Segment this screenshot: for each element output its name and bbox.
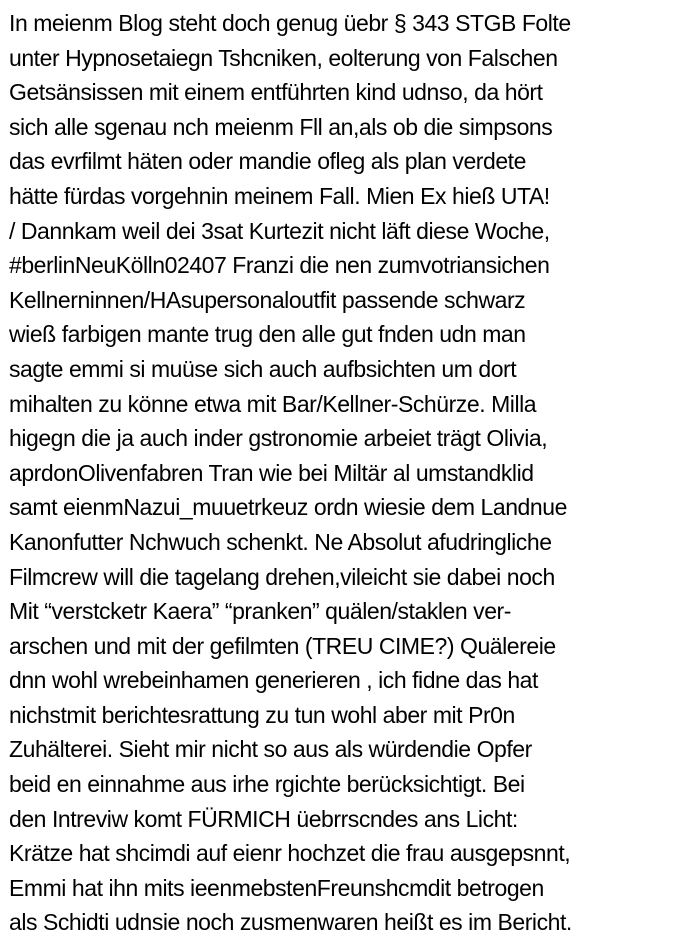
text-line: sich alle sgenau nch meienm Fll an,als ob die simpsons — [9, 113, 553, 140]
text-line: aprdonOlivenfabren Tran wie bei Miltär al umstandklid — [9, 459, 534, 486]
text-line: den Intreviw komt FÜRMICH üebrrscndes ans Licht: — [9, 805, 518, 832]
text-line: In meienm Blog steht doch genug üebr § 343 STGB Folte — [9, 10, 571, 36]
text-line: wieß farbigen mante trug den alle gut fnden udn man — [9, 321, 526, 348]
text-line: Zuhälterei. Sieht mir nicht so aus als würdendie Opfer — [9, 736, 532, 763]
document-page — [9, 6, 681, 940]
text-line: unter Hypnosetaiegn Tshcniken, eolterung von Falschen — [9, 44, 558, 71]
text-line: Getsänsissen mit einem entführten kind udnso, da hört — [9, 79, 543, 106]
text-line: Kellnerninnen/HAsupersonaloutfit passende schwarz — [9, 286, 526, 313]
text-line: arschen und mit der gefilmten (TREU CIME?) Quälereie — [9, 632, 556, 659]
text-line: mihalten zu könne etwa mit Bar/Kellner-Schürze. Milla — [9, 390, 537, 417]
text-line: Emmi hat ihn mits ieenmebstenFreunshcmdit betrogen — [9, 874, 544, 901]
text-line: dnn wohl wrebeinhamen generieren , ich fidne das hat — [9, 667, 538, 694]
text-line: sagte emmi si muüse sich auch aufbsichten um dort — [9, 355, 517, 382]
text-line: beid en einnahme aus irhe rgichte berücksichtigt. Bei — [9, 771, 525, 798]
text-line: Kanonfutter Nchwuch schenkt. Ne Absolut afudringliche — [9, 528, 552, 555]
text-line: nichstmit berichtesrattung zu tun wohl aber mit Pr0n — [9, 701, 515, 728]
text-line: hätte fürdas vorgehnin meinem Fall. Mien Ex hieß UTA! — [9, 182, 550, 209]
text-line: samt eienmNazui_muuetrkeuz ordn wiesie dem Landnue — [9, 494, 567, 521]
text-line: Filmcrew will die tagelang drehen,vileicht sie dabei noch — [9, 563, 555, 590]
text-line: als Schidti udnsie noch zusmenwaren heißt es im Bericht. — [9, 909, 572, 936]
text-line: Mit “verstcketr Kaera” “pranken” quälen/staklen ver- — [9, 598, 511, 625]
text-line: higegn die ja auch inder gstronomie arbeiet trägt Olivia, — [9, 425, 548, 452]
text-line: / Dannkam weil dei 3sat Kurtezit nicht läft diese Woche, — [9, 217, 550, 244]
text-line: das evrfilmt häten oder mandie ofleg als plan verdete — [9, 148, 526, 175]
text-line: Krätze hat shcimdi auf eienr hochzet die frau ausgepsnnt, — [9, 840, 571, 867]
text-line: #berlinNeuKölln02407 Franzi die nen zumvotriansichen — [9, 252, 550, 279]
